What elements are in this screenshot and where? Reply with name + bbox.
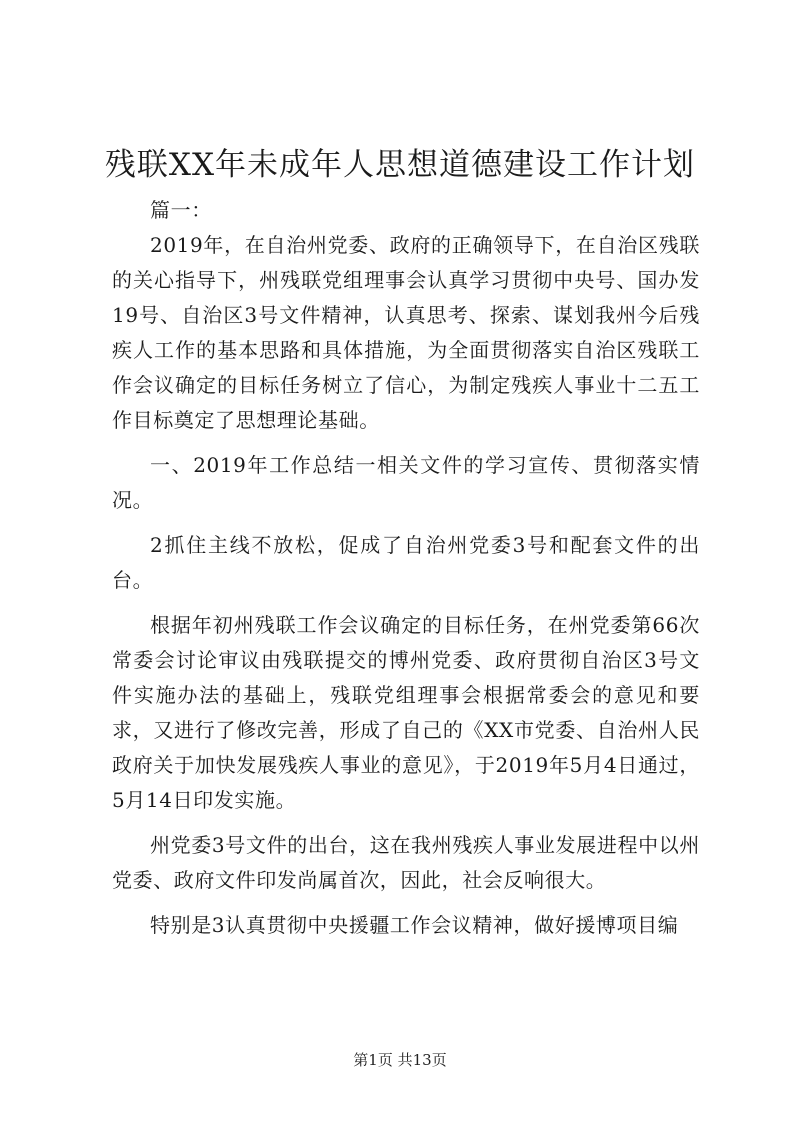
section-label: 篇一： <box>150 198 212 222</box>
paragraph-3: 2抓住主线不放松，促成了自治州党委3号和配套文件的出台。 <box>112 533 700 592</box>
paragraph-4: 根据年初州残联工作会议确定的目标任务，在州党委第66次常委会讨论审议由残联提交的博州党委、政府贯彻自治区3号文件实施办法的基础上，残联党组理事会根据常委会的意见和要求，又进行了修改完善，形成了自己的《XX市党委、自治州人民政府关于加快发展残疾人事业的意见》，于2019年5月4日通过，5月14日印发实施。 <box>112 613 700 812</box>
document-body <box>112 193 700 943</box>
page-footer <box>0 1050 800 1070</box>
paragraph-6: 特别是3认真贯彻中央援疆工作会议精神，做好援博项目编 <box>150 913 679 937</box>
paragraph-1: 2019年，在自治州党委、政府的正确领导下，在自治区残联的关心指导下，州残联党组理事会认真学习贯彻中央号、国办发19号、自治区3号文件精神，认真思考、探索、谋划我州今后残疾人工作的基本思路和具体措施，为全面贯彻落实自治区残联工作会议确定的目标任务树立了信心，为制定残疾人事业十二五工作目标奠定了思想理论基础。 <box>112 233 700 432</box>
paragraph-2: 一、2019年工作总结一相关文件的学习宣传、贯彻落实情况。 <box>112 453 700 512</box>
document-title: 残联XX年未成年人思想道德建设工作计划 <box>104 147 696 183</box>
page-number: 第1页 共13页 <box>353 1051 447 1069</box>
paragraph-5: 州党委3号文件的出台，这在我州残疾人事业发展进程中以州党委、政府文件印发尚属首次，因此，社会反响很大。 <box>112 833 700 892</box>
